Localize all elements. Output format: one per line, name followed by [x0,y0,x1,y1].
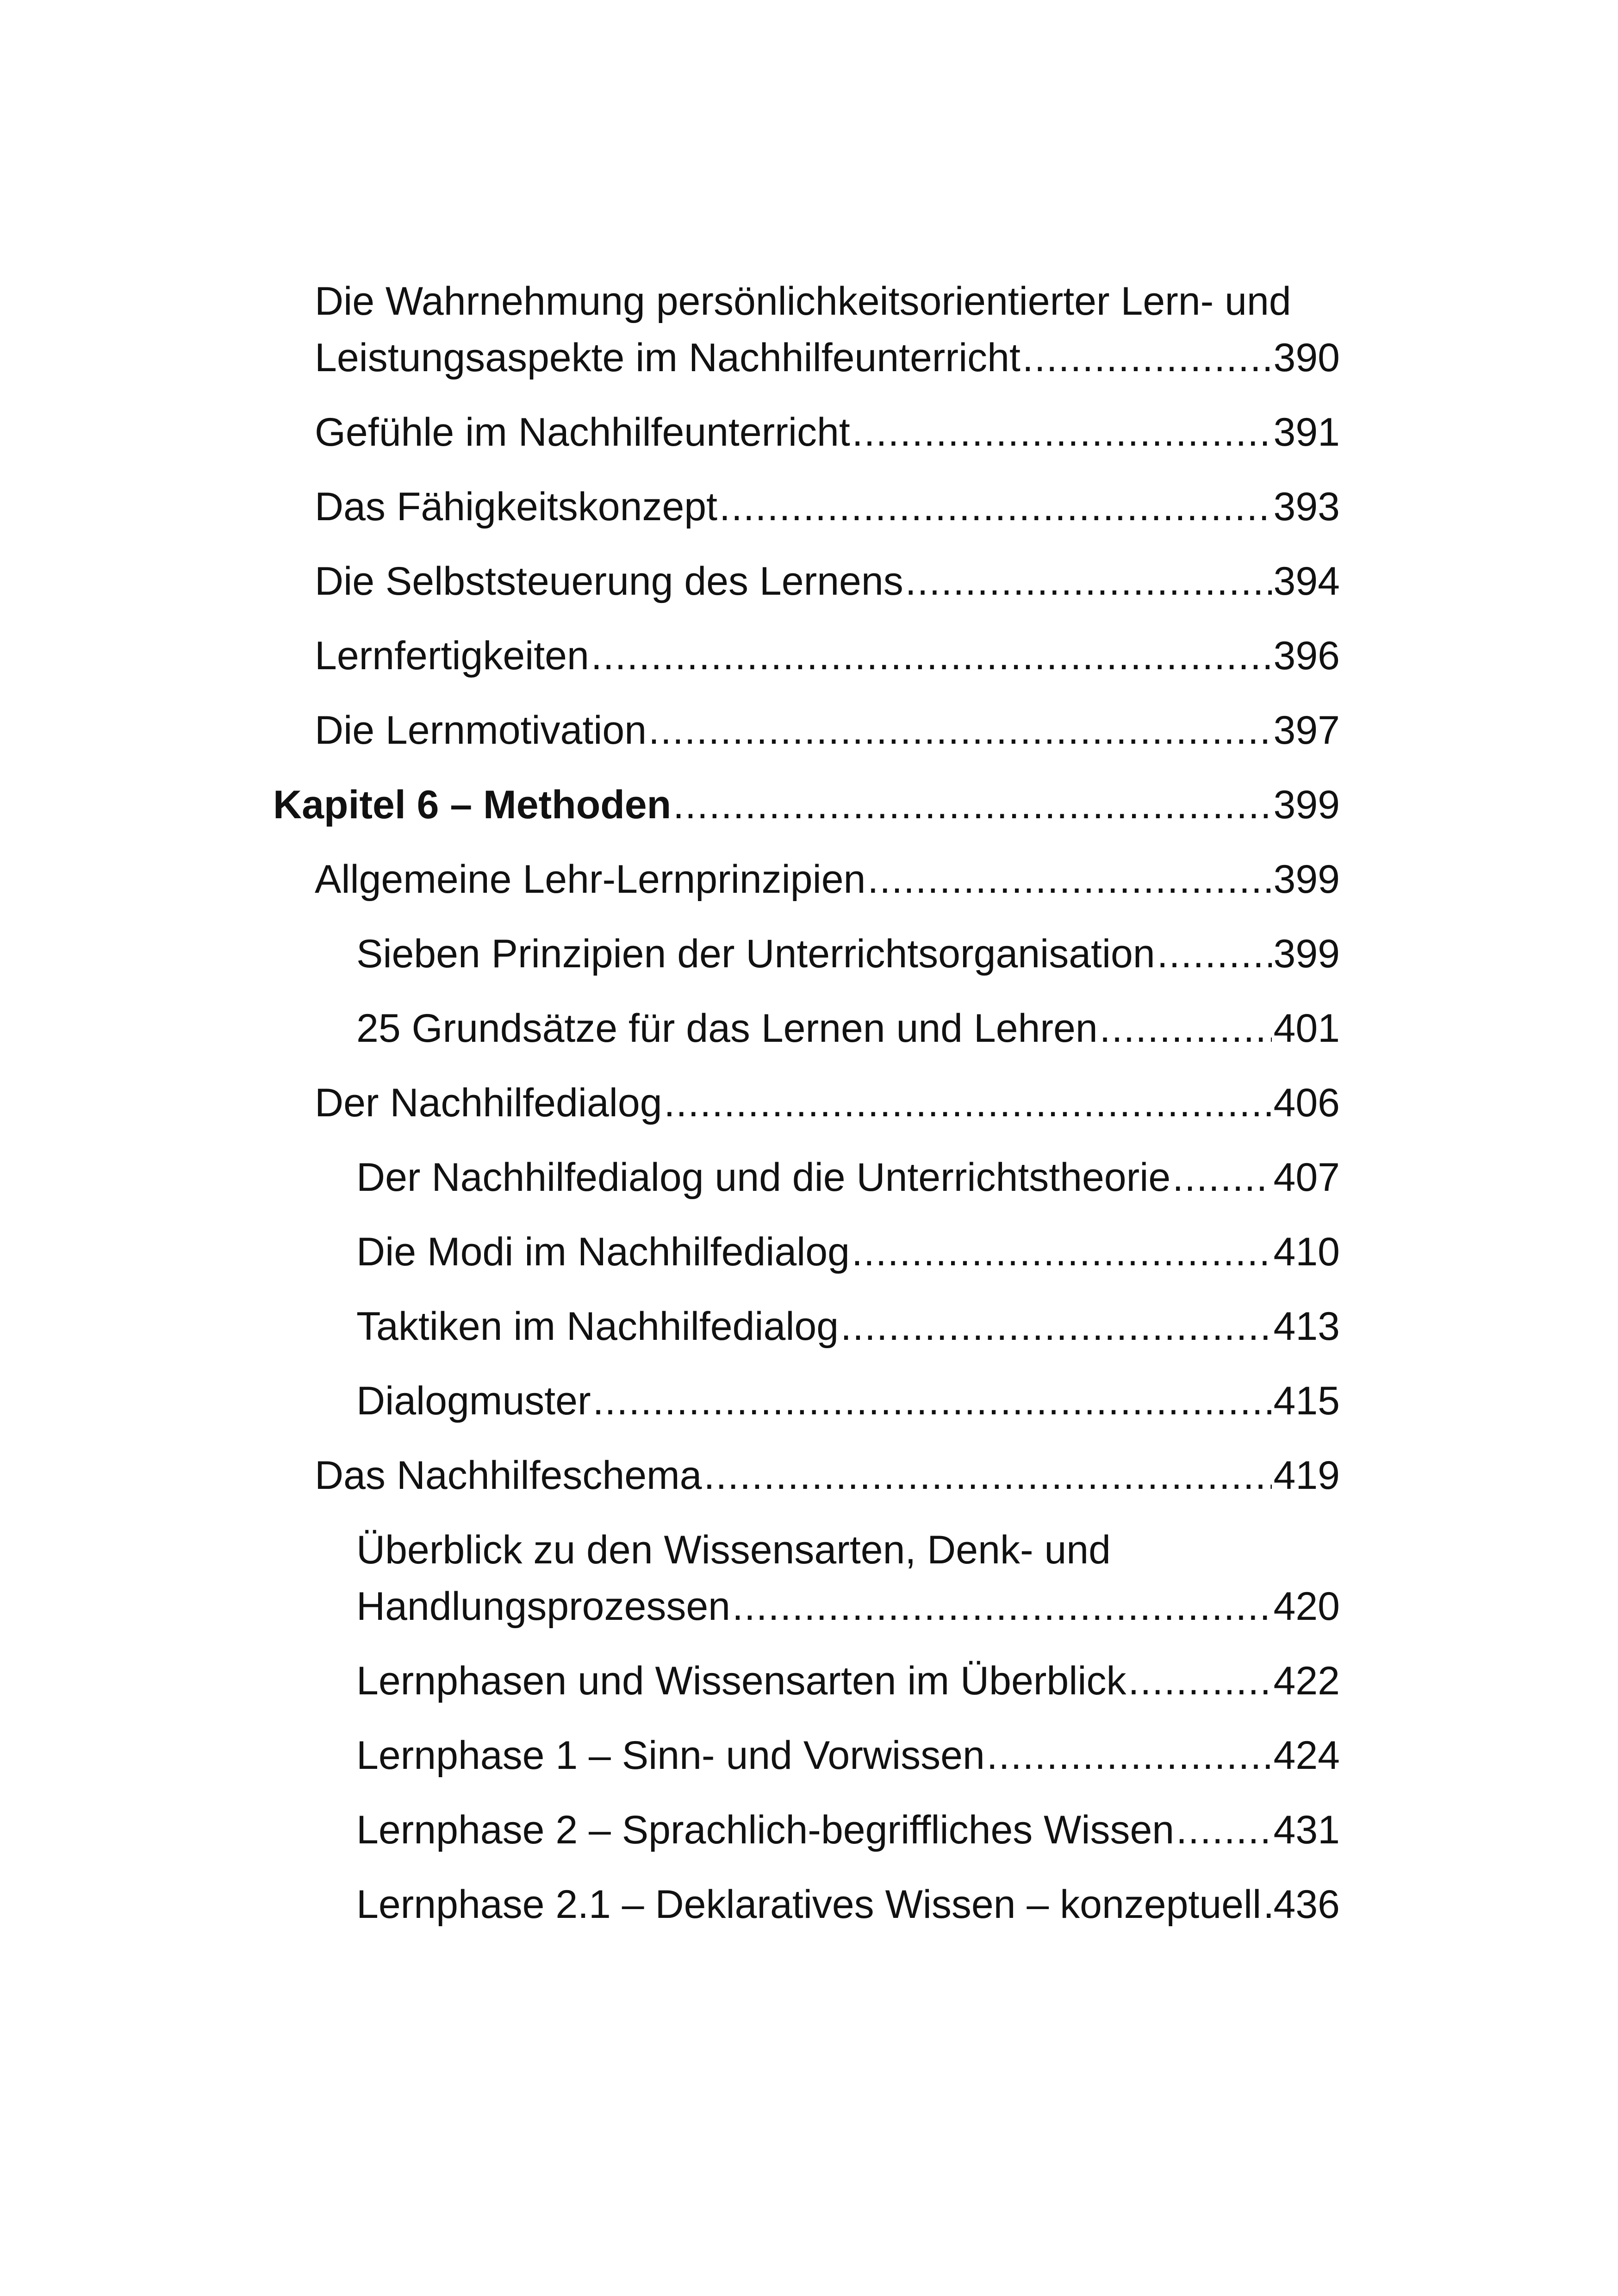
toc-subentry-title: Taktiken im Nachhilfedialog [356,1304,839,1349]
toc-page-number: 415 [1273,1379,1340,1423]
toc-subentry-title: Lernphase 2.1 – Deklaratives Wissen – konzeptuell [356,1882,1262,1927]
toc-entry-title: Die Lernmotivation [315,708,647,753]
toc-page-number: 394 [1273,559,1340,604]
dot-leader [648,702,1271,759]
toc-page-number: 406 [1273,1081,1340,1125]
toc-page-number: 410 [1273,1230,1340,1274]
toc-page-number: 436 [1273,1882,1340,1927]
toc-chapter-title: Kapitel 6 – Methoden [273,783,672,827]
toc-entry-title: Leistungsaspekte im Nachhilfeunterricht [315,336,1021,380]
dot-leader [732,1578,1272,1635]
toc-page-number: 401 [1273,1006,1340,1051]
toc-subentry-title: Lernphasen und Wissensarten im Überblick [356,1659,1126,1703]
toc-page-number: 391 [1273,410,1340,454]
toc-subentry-title: Der Nachhilfedialog und die Unterrichtstheorie [356,1155,1171,1200]
toc-page-number: 420 [1273,1584,1340,1629]
toc-page-number: 397 [1273,708,1340,753]
toc-subentry-title: 25 Grundsätze für das Lernen und Lehren [356,1006,1098,1051]
dot-leader [1263,1876,1271,1933]
dot-leader [1022,330,1272,386]
toc-page-number: 424 [1273,1733,1340,1778]
dot-leader [1176,1802,1271,1858]
dot-leader [664,1075,1272,1131]
toc-subentry-title: Die Modi im Nachhilfedialog [356,1230,850,1274]
dot-leader [867,851,1271,908]
dot-leader [673,777,1271,833]
toc-page-number: 413 [1273,1304,1340,1349]
dot-leader [987,1727,1272,1784]
dot-leader [703,1447,1271,1504]
toc-subentry-title: Handlungsprozessen [356,1584,730,1629]
toc-page-number: 399 [1273,932,1340,976]
toc-page-number: 390 [1273,336,1340,380]
toc-subentry-title: Lernphase 1 – Sinn- und Vorwissen [356,1733,985,1778]
toc-page-number: 396 [1273,634,1340,678]
toc-entry-title: Das Nachhilfeschema [315,1453,702,1498]
toc-entry-title: Das Fähigkeitskonzept [315,485,717,529]
dot-leader [591,628,1272,684]
dot-leader [840,1298,1271,1355]
dot-leader [593,1373,1272,1429]
dot-leader [1172,1149,1271,1206]
toc-entry-title: Allgemeine Lehr-Lernprinzipien [315,857,866,902]
toc-page-number: 419 [1273,1453,1340,1498]
dot-leader [1128,1653,1271,1709]
dot-leader [905,553,1272,610]
toc-page-number: 431 [1273,1808,1340,1852]
toc-entry-title-line1: Die Wahrnehmung persönlichkeitsorientierter Lern- und [315,279,1291,324]
toc-entry-title: Gefühle im Nachhilfeunterricht [315,410,850,454]
dot-leader [852,1224,1272,1280]
toc-page-number: 399 [1273,857,1340,902]
toc-subentry-title: Dialogmuster [356,1379,591,1423]
dot-leader [1100,1000,1272,1057]
toc-subentry-title-line1: Überblick zu den Wissensarten, Denk- und [356,1528,1111,1572]
toc-subentry-title: Sieben Prinzipien der Unterrichtsorganisation [356,932,1155,976]
dot-leader [852,404,1272,460]
toc-page-number: 393 [1273,485,1340,529]
toc-page-number: 407 [1273,1155,1340,1200]
toc-page-number: 399 [1273,783,1340,827]
toc-entry-title: Lernfertigkeiten [315,634,589,678]
toc-entry-title: Der Nachhilfedialog [315,1081,662,1125]
toc-entry-title: Die Selbststeuerung des Lernens [315,559,903,604]
dot-leader [719,479,1272,535]
toc-subentry-title: Lernphase 2 – Sprachlich-begriffliches Wissen [356,1808,1175,1852]
toc-page-number: 422 [1273,1659,1340,1703]
dot-leader [1157,926,1272,982]
